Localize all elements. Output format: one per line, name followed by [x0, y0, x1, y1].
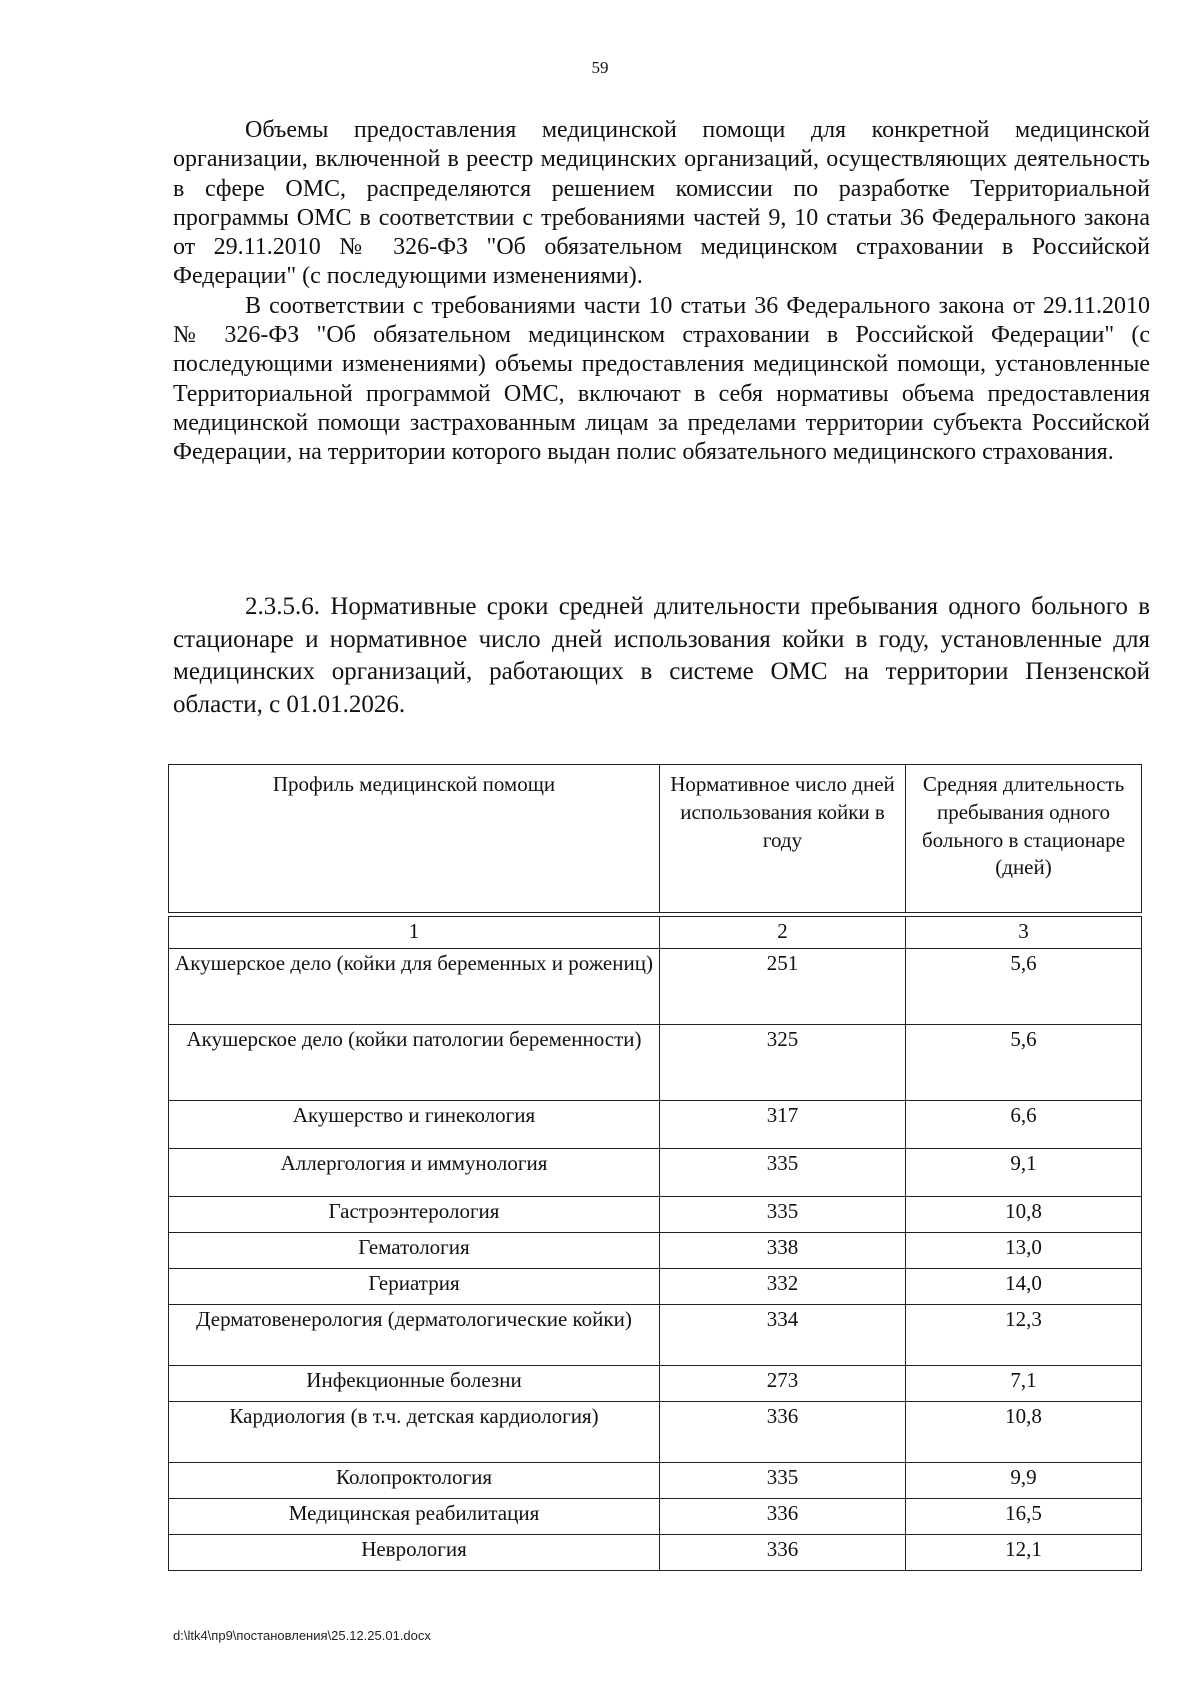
- cell-avg-stay: 10,8: [906, 1402, 1142, 1463]
- cell-bed-days: 336: [660, 1499, 906, 1535]
- cell-profile: Акушерство и гинекология: [169, 1101, 660, 1149]
- cell-bed-days: 332: [660, 1269, 906, 1305]
- cell-profile: Акушерское дело (койки патологии беременности): [169, 1025, 660, 1101]
- cell-bed-days: 335: [660, 1463, 906, 1499]
- header-profile: Профиль медицинской помощи: [169, 765, 660, 913]
- cell-avg-stay: 14,0: [906, 1269, 1142, 1305]
- table-row: [169, 1149, 1142, 1197]
- cell-avg-stay: 7,1: [906, 1366, 1142, 1402]
- table-header-row: [169, 765, 1142, 913]
- cell-profile: Акушерское дело (койки для беременных и рожениц): [169, 949, 660, 1025]
- section-paragraph: 2.3.5.6. Нормативные сроки средней длительности пребывания одного больного в стационаре и нормативное число дней использования койки в году, установленные для медицинских организаций, работающих в системе ОМС на территории Пензенской области, с 01.01.2026.: [173, 593, 1150, 718]
- column-number: 1: [169, 917, 660, 949]
- cell-bed-days: 335: [660, 1149, 906, 1197]
- cell-bed-days: 334: [660, 1305, 906, 1366]
- cell-profile: Гериатрия: [169, 1269, 660, 1305]
- cell-profile: Гематология: [169, 1233, 660, 1269]
- cell-avg-stay: 12,3: [906, 1305, 1142, 1366]
- cell-bed-days: 336: [660, 1402, 906, 1463]
- table-row: [169, 1025, 1142, 1101]
- table-row: [169, 1233, 1142, 1269]
- paragraph-requirements: В соответствии с требованиями части 10 статьи 36 Федерального закона от 29.11.2010 № 326-ФЗ "Об обязательном медицинском страховании в Российской Федерации" (с последующими изменениями) объемы предоставления медицинской помощи, установленные Территориальной программой ОМС, включают в себя нормативы объема предоставления медицинской помощи застрахованным лицам за пределами территории субъекта Российской Федерации, на территории которого выдан полис обязательного медицинского страхования.: [173, 292, 1150, 466]
- cell-avg-stay: 5,6: [906, 949, 1142, 1025]
- cell-avg-stay: 10,8: [906, 1197, 1142, 1233]
- paragraph-volumes: Объемы предоставления медицинской помощи для конкретной медицинской организации, включенной в реестр медицинских организаций, осуществляющих деятельность в сфере ОМС, распределяются решением комиссии по разработке Территориальной программы ОМС в соответствии с требованиями частей 9, 10 статьи 36 Федерального закона от 29.11.2010 № 326-ФЗ "Об обязательном медицинском страховании в Российской Федерации" (с последующими изменениями).: [173, 117, 1150, 290]
- cell-profile: Инфекционные болезни: [169, 1366, 660, 1402]
- table-body: [169, 913, 1142, 1571]
- page-number: 59: [591, 58, 609, 77]
- cell-bed-days: 251: [660, 949, 906, 1025]
- column-number: 3: [906, 917, 1142, 949]
- cell-bed-days: 273: [660, 1366, 906, 1402]
- cell-bed-days: 325: [660, 1025, 906, 1101]
- column-number: 2: [660, 917, 906, 949]
- cell-bed-days: 336: [660, 1535, 906, 1571]
- column-number-row: [169, 917, 1142, 949]
- table-row: [169, 1101, 1142, 1149]
- cell-profile: Кардиология (в т.ч. детская кардиология): [169, 1402, 660, 1463]
- cell-bed-days: 335: [660, 1197, 906, 1233]
- table-row: [169, 949, 1142, 1025]
- cell-bed-days: 338: [660, 1233, 906, 1269]
- table-row: [169, 1269, 1142, 1305]
- cell-avg-stay: 5,6: [906, 1025, 1142, 1101]
- header-avg-stay: Средняя длительность пребывания одного больного в стационаре (дней): [906, 765, 1142, 913]
- table-row: [169, 1197, 1142, 1233]
- cell-avg-stay: 13,0: [906, 1233, 1142, 1269]
- cell-avg-stay: 9,1: [906, 1149, 1142, 1197]
- header-bed-days: Нормативное число дней использования койки в году: [660, 765, 906, 913]
- cell-avg-stay: 6,6: [906, 1101, 1142, 1149]
- table-row: [169, 1535, 1142, 1571]
- cell-avg-stay: 9,9: [906, 1463, 1142, 1499]
- cell-bed-days: 317: [660, 1101, 906, 1149]
- cell-profile: Аллергология и иммунология: [169, 1149, 660, 1197]
- bed-norms-table: [168, 764, 1142, 1571]
- table-row: [169, 1366, 1142, 1402]
- table-row: [169, 1402, 1142, 1463]
- file-path-footer: d:\ltk4\пр9\постановления\25.12.25.01.docx: [173, 1628, 431, 1643]
- cell-profile: Медицинская реабилитация: [169, 1499, 660, 1535]
- cell-profile: Неврология: [169, 1535, 660, 1571]
- body-text: [173, 116, 1150, 468]
- cell-avg-stay: 12,1: [906, 1535, 1142, 1571]
- section-2-3-5-6: [173, 591, 1150, 721]
- cell-profile: Гастроэнтерология: [169, 1197, 660, 1233]
- table-row: [169, 1463, 1142, 1499]
- cell-profile: Дерматовенерология (дерматологические койки): [169, 1305, 660, 1366]
- table-row: [169, 1499, 1142, 1535]
- cell-avg-stay: 16,5: [906, 1499, 1142, 1535]
- table-row: [169, 1305, 1142, 1366]
- cell-profile: Колопроктология: [169, 1463, 660, 1499]
